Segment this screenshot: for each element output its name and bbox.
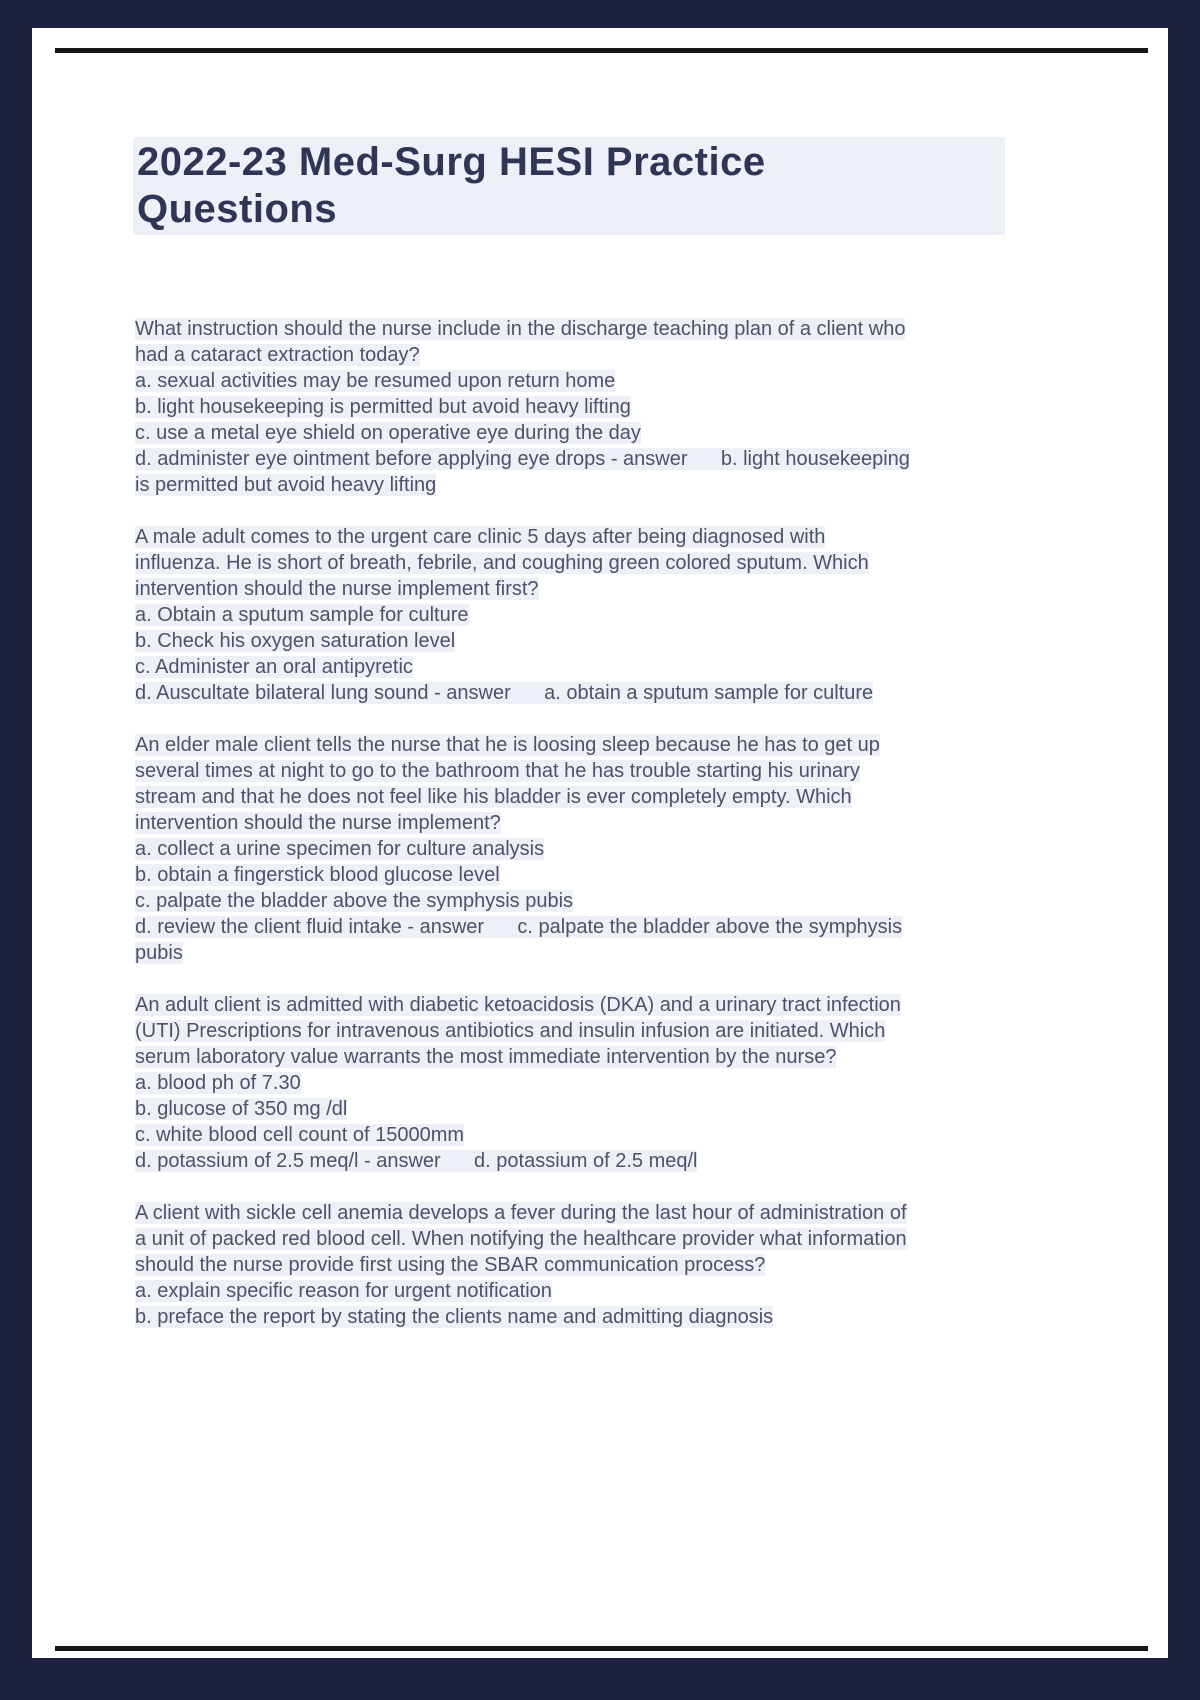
title-line-1: 2022-23 Med-Surg HESI Practice xyxy=(137,140,766,184)
text-line xyxy=(135,1070,1147,1096)
text-line xyxy=(135,1122,1147,1148)
line-text: b. preface the report by stating the clients name and admitting diagnosis xyxy=(135,1306,774,1328)
text-line xyxy=(135,576,1147,602)
line-text: b. light housekeeping is permitted but avoid heavy lifting xyxy=(135,396,631,418)
text-line xyxy=(135,342,1147,368)
line-text: a unit of packed red blood cell. When notifying the healthcare provider what information xyxy=(135,1228,907,1250)
text-line xyxy=(135,1252,1147,1278)
text-line xyxy=(135,446,1147,472)
line-text: b. glucose of 350 mg /dl xyxy=(135,1098,348,1120)
text-line xyxy=(135,524,1147,550)
text-line xyxy=(135,1226,1147,1252)
line-text: had a cataract extraction today? xyxy=(135,344,420,366)
text-line xyxy=(135,1148,1147,1174)
text-line xyxy=(135,680,1147,706)
question-5 xyxy=(135,1200,1147,1330)
line-text: pubis xyxy=(135,942,183,964)
question-3 xyxy=(135,732,1147,966)
text-line xyxy=(135,368,1147,394)
line-text: b. obtain a fingerstick blood glucose level xyxy=(135,864,500,886)
line-text: d. Auscultate bilateral lung sound - answer a. obtain a sputum sample for culture xyxy=(135,682,874,704)
top-rule xyxy=(55,48,1148,53)
line-text: a. explain specific reason for urgent notification xyxy=(135,1280,552,1302)
line-text: influenza. He is short of breath, febrile, and coughing green colored sputum. Which xyxy=(135,552,869,574)
line-text: b. Check his oxygen saturation level xyxy=(135,630,456,652)
line-text: intervention should the nurse implement? xyxy=(135,812,501,834)
line-text: intervention should the nurse implement first? xyxy=(135,578,539,600)
line-text: c. white blood cell count of 15000mm xyxy=(135,1124,465,1146)
text-line xyxy=(135,1018,1147,1044)
line-text: What instruction should the nurse include in the discharge teaching plan of a client who xyxy=(135,318,906,340)
text-line xyxy=(135,914,1147,940)
line-text: d. administer eye ointment before applying eye drops - answer b. light housekeeping xyxy=(135,448,910,470)
text-line xyxy=(135,420,1147,446)
questions-content xyxy=(135,316,1147,1356)
question-2 xyxy=(135,524,1147,706)
text-line xyxy=(135,992,1147,1018)
line-text: a. sexual activities may be resumed upon return home xyxy=(135,370,616,392)
line-text: a. collect a urine specimen for culture analysis xyxy=(135,838,545,860)
line-text: An adult client is admitted with diabetic ketoacidosis (DKA) and a urinary tract infection xyxy=(135,994,901,1016)
line-text: d. potassium of 2.5 meq/l - answer d. potassium of 2.5 meq/l xyxy=(135,1150,698,1172)
line-text: a. blood ph of 7.30 xyxy=(135,1072,301,1094)
line-text: A male adult comes to the urgent care clinic 5 days after being diagnosed with xyxy=(135,526,826,548)
text-line xyxy=(135,810,1147,836)
text-line xyxy=(135,654,1147,680)
line-text: is permitted but avoid heavy lifting xyxy=(135,474,437,496)
line-text: (UTI) Prescriptions for intravenous antibiotics and insulin infusion are initiated. Which xyxy=(135,1020,886,1042)
line-text: stream and that he does not feel like his bladder is ever completely empty. Which xyxy=(135,786,852,808)
title-line-2: Questions xyxy=(137,187,338,231)
line-text: c. use a metal eye shield on operative eye during the day xyxy=(135,422,641,444)
document-title xyxy=(133,137,1005,235)
line-text: A client with sickle cell anemia develops a fever during the last hour of administration of xyxy=(135,1202,907,1224)
text-line xyxy=(135,1304,1147,1330)
document-page xyxy=(32,28,1168,1658)
text-line xyxy=(135,316,1147,342)
text-line xyxy=(135,784,1147,810)
text-line xyxy=(135,758,1147,784)
line-text: a. Obtain a sputum sample for culture xyxy=(135,604,469,626)
line-text: c. Administer an oral antipyretic xyxy=(135,656,413,678)
text-line xyxy=(135,940,1147,966)
text-line xyxy=(135,394,1147,420)
text-line xyxy=(135,1044,1147,1070)
line-text: An elder male client tells the nurse that he is loosing sleep because he has to get up xyxy=(135,734,880,756)
text-line xyxy=(135,628,1147,654)
line-text: d. review the client fluid intake - answer c. palpate the bladder above the symphysis xyxy=(135,916,903,938)
text-line xyxy=(135,862,1147,888)
text-line xyxy=(135,836,1147,862)
line-text: should the nurse provide first using the SBAR communication process? xyxy=(135,1254,766,1276)
line-text: c. palpate the bladder above the symphysis pubis xyxy=(135,890,574,912)
bottom-rule xyxy=(55,1646,1148,1651)
text-line xyxy=(135,602,1147,628)
text-line xyxy=(135,472,1147,498)
text-line xyxy=(135,1278,1147,1304)
line-text: serum laboratory value warrants the most immediate intervention by the nurse? xyxy=(135,1046,837,1068)
question-1 xyxy=(135,316,1147,498)
text-line xyxy=(135,550,1147,576)
text-line xyxy=(135,888,1147,914)
text-line xyxy=(135,732,1147,758)
line-text: several times at night to go to the bathroom that he has trouble starting his urinary xyxy=(135,760,860,782)
text-line xyxy=(135,1096,1147,1122)
text-line xyxy=(135,1200,1147,1226)
question-4 xyxy=(135,992,1147,1174)
